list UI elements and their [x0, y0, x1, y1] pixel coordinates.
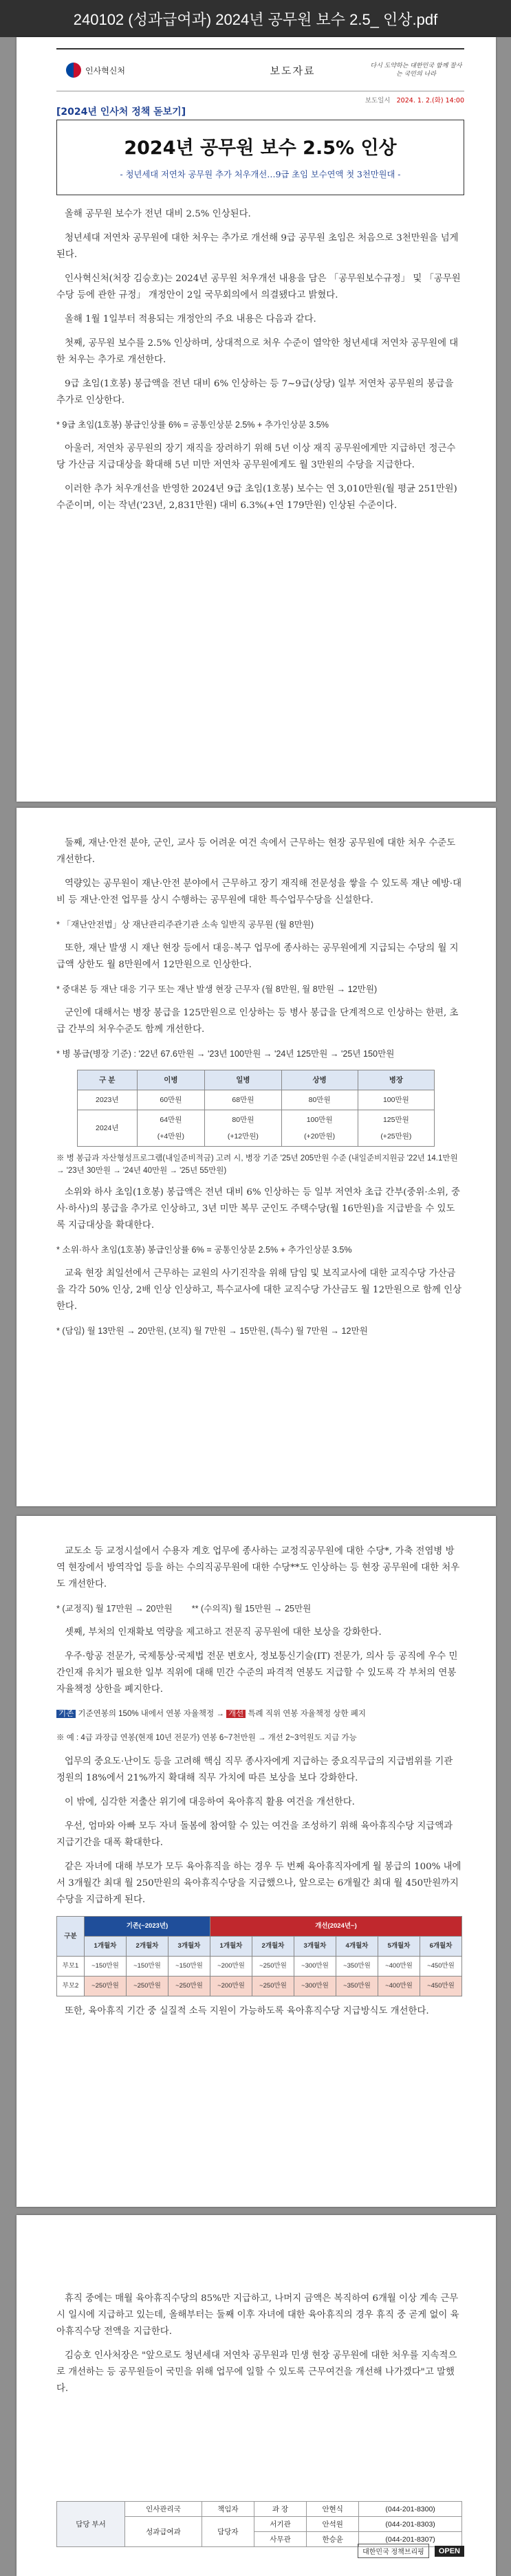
table-cell: ~250만원 [252, 1977, 294, 1996]
table-cell: 80만원 (+12만원) [205, 1110, 281, 1147]
before-header: 기존(~2023년) [84, 1917, 210, 1937]
staff-label: 담당자 [202, 2517, 254, 2547]
release-date [365, 95, 464, 104]
table-cell: 한승윤 [307, 2532, 359, 2547]
paragraph: 또한, 재난 발생 시 재난 현장 등에서 대응·복구 업무에 종사하는 공무원에게 지급되는 수당의 월 지급액 상한도 월 8만원에서 12만원으로 인상한다. [56, 943, 459, 970]
policy-briefing-logo: 대한민국 정책브리핑 [358, 2544, 429, 2558]
table-cell: (044-201-8307) [359, 2532, 462, 2547]
table-cell: ~250만원 [84, 1977, 126, 1996]
table-cell: ~400만원 [378, 1957, 420, 1977]
table-row [57, 1957, 462, 1977]
paragraph: 이 밖에, 심각한 저출산 위기에 대응하여 육아휴직 활용 여건을 개선한다. [65, 1797, 355, 1807]
table-cell: ~200만원 [210, 1977, 252, 1996]
paragraph: 교도소 등 교정시설에서 수용자 계호 업무에 종사하는 교정직공무원에 대한 수당*, 가축 전염병 방역 현장에서 방역작업 등을 하는 수의직공무원에 대한 수당**도 인상하는 등 현장 공무원에 대한 처우도 개선한다. [56, 1546, 460, 1589]
table-cell: ~400만원 [378, 1977, 420, 1996]
paragraph: 휴직 중에는 매월 육아휴직수당의 85%만 지급하고, 나머지 금액은 복직하여 6개월 이상 계속 근무 시 일시에 지급하고 있는데, 올해부터는 둘째 이후 자녀에 대한 육아휴직의 경우 휴직 중 곧게 없이 육아휴직수당 전액을 지급한다. [56, 2293, 459, 2337]
date-value: 2024. 1. 2.(화) 14:00 [396, 97, 464, 104]
page-title: 2024년 공무원 보수 2.5% 인상 [124, 137, 397, 159]
open-license-icon: OPEN [435, 2546, 464, 2557]
table-cell: ~450만원 [420, 1957, 461, 1977]
paragraph: 업무의 중요도·난이도 등을 고려해 핵심 직무 종사자에게 지급하는 중요직무급의 지급범위를 기관 정원의 18%에서 21%까지 확대해 직무 가치에 따른 보상을 보다 강화한다. [56, 1757, 453, 1783]
table-cell: 사무관 [254, 2532, 306, 2547]
table-row [78, 1090, 435, 1110]
ministry-name: 인사혁신처 [85, 65, 125, 76]
table-cell: ~150만원 [168, 1957, 210, 1977]
after-text: 특례 직위 연봉 자율책정 상한 폐지 [248, 1710, 366, 1718]
month-header: 2개월차 [252, 1937, 294, 1957]
month-header: 5개월차 [378, 1937, 420, 1957]
row-label: 부모2 [57, 1977, 85, 1996]
row-label: 부모1 [57, 1957, 85, 1977]
table-cell: 68만원 [205, 1090, 281, 1110]
table-cell: ~450만원 [420, 1977, 461, 1996]
pdf-title-bar [0, 0, 511, 37]
table-cell: ~250만원 [126, 1977, 168, 1996]
table-cell: 125만원 (+25만원) [358, 1110, 434, 1147]
paragraph: 둘째, 재난·안전 분야, 군인, 교사 등 어려운 여건 속에서 근무하는 현장 공무원에 대한 처우 수준도 개선한다. [56, 838, 456, 865]
paragraph: 역량있는 공무원이 재난·안전 분야에서 근무하고 장기 재직해 전문성을 쌓을 수 있도록 재난 예방·대비 등 재난·안전 업무를 상시 수행하는 공무원에 대한 특수업무수당을 신설한다. [56, 879, 462, 905]
paragraph: 9급 초임(1호봉) 봉급액을 전년 대비 6% 인상하는 등 7~9급(상당) 일부 저연차 공무원의 봉급을 추가로 인상한다. [56, 379, 454, 406]
ministry-logo [56, 63, 217, 78]
month-header: 3개월차 [168, 1937, 210, 1957]
table-cell: ~300만원 [294, 1977, 336, 1996]
paragraph: 우선, 엄마와 아빠 모두 자녀 돌봄에 참여할 수 있는 여건을 조성하기 위해 육아휴직수당 지급액과 지급기간을 대폭 확대한다. [56, 1821, 453, 1848]
table-cell: 서기관 [254, 2517, 306, 2532]
paragraph: 또한, 육아휴직 기간 중 실질적 소득 지원이 가능하도록 육아휴직수당 지급방식도 개선한다. [65, 2006, 429, 2016]
paragraph: 김승호 인사처장은 "앞으로도 청년세대 저연차 공무원과 민생 현장 공무원에 대한 처우를 지속적으로 개선하는 등 공무원들이 국민을 위해 업무에 일할 수 있도록 근무여건을 개선해 나가겠다"고 말했다. [56, 2351, 457, 2394]
table-cell: 64만원 (+4만원) [137, 1110, 205, 1147]
table-cell: (044-201-8303) [359, 2517, 462, 2532]
soldier-pay-table [77, 1070, 435, 1147]
table-cell: 100만원 (+20만원) [281, 1110, 358, 1147]
paragraph: 청년세대 저연차 공무원에 대한 처우는 추가로 개선해 9급 공무원 초임은 처음으로 3천만원을 넘게 된다. [56, 233, 459, 260]
page2-body [56, 835, 462, 1347]
page-3 [17, 1516, 496, 2207]
table-cell: ~150만원 [84, 1957, 126, 1977]
table-cell: ~300만원 [294, 1957, 336, 1977]
taegeuk-emblem-icon [66, 63, 81, 78]
subtitle: - 청년세대 저연차 공무원 추가 처우개선…9급 초임 보수연액 첫 3천만원대 - [120, 170, 401, 179]
after-header: 개선(2024년~) [210, 1917, 461, 1937]
table-cell: ~150만원 [126, 1957, 168, 1977]
note: * 병 봉급(병장 기준) : '22년 67.6만원 → '23년 100만원 → '24년 125만원 → '25년 150만원 [56, 1049, 395, 1059]
footer-logos [358, 2544, 464, 2558]
note: * (교정직) 월 17만원 → 20만원 ** (수의직) 월 15만원 → 25만원 [56, 1604, 312, 1614]
table-cell: 100만원 [358, 1090, 434, 1110]
government-slogan: 다시 도약하는 대한민국 함께 잘사는 국민의 나라 [370, 63, 462, 78]
table-header: 병장 [358, 1070, 434, 1090]
table-cell: ~250만원 [168, 1977, 210, 1996]
dept-org: 인사관리국 [125, 2502, 202, 2517]
month-header: 3개월차 [294, 1937, 336, 1957]
table-cell: 안현식 [307, 2502, 359, 2517]
before-badge: 기존 [56, 1710, 76, 1718]
paragraph: 셋째, 부처의 인재확보 역량을 제고하고 전문직 공무원에 대한 보상을 강화한다. [65, 1627, 382, 1638]
paragraph: 우주·항공 전문가, 국제통상·국제법 전문 변호사, 정보통신기술(IT) 전문가, 의사 등 공직에 우수 민간인재 유치가 필요한 일부 직위에 대해 민간 수준의 파격적 연봉도 지급할 수 있도록 각 부처의 연봉 자율책정 상한을 폐지한다. [56, 1651, 458, 1695]
table-row [57, 1977, 462, 1996]
month-header: 6개월차 [420, 1937, 461, 1957]
table-header: 구분 [57, 1917, 85, 1957]
table-header: 구 분 [78, 1070, 138, 1090]
table-cell: 2024년 [78, 1110, 138, 1147]
paragraph: 올해 1월 1일부터 적용되는 개정안의 주요 내용은 다음과 같다. [65, 314, 316, 324]
dept-label: 담당 부서 [57, 2502, 125, 2547]
table-cell: ~200만원 [210, 1957, 252, 1977]
page3-body [56, 1543, 462, 2027]
table-header: 이병 [137, 1070, 205, 1090]
paragraph: 군인에 대해서는 병장 봉급을 125만원으로 인상하는 등 병사 봉급을 단계적으로 인상하는 한편, 초급 간부의 처우수준도 함께 개선한다. [56, 1008, 459, 1035]
policy-tag: [2024년 인사처 정책 돋보기] [56, 107, 186, 118]
note: * (담임) 월 13만원 → 20만원, (보직) 월 7만원 → 15만원, (특수) 월 7만원 → 12만원 [56, 1326, 368, 1336]
pdf-file-name: 240102 (성과급여과) 2024년 공무원 보수 2.5_ 인상.pdf [73, 10, 438, 28]
table-header: 상병 [281, 1070, 358, 1090]
table-cell: (044-201-8300) [359, 2502, 462, 2517]
paragraph: 이러한 추가 처우개선을 반영한 2024년 9급 초임(1호봉) 보수는 연 3,010만원(월 평균 251만원) 수준이며, 이는 작년('23년, 2,831만원) 대비 6.3%(+연 179만원) 인상된 수준이다. [56, 484, 457, 511]
table-cell: ~250만원 [252, 1957, 294, 1977]
before-text: 기준연봉의 150% 내에서 연봉 자율책정 [78, 1710, 215, 1718]
table-cell: ~350만원 [336, 1977, 378, 1996]
page-2 [17, 808, 496, 1506]
note: * 「재난안전법」상 재난관리주관기관 소속 일반직 공무원 (월 8만원) [56, 920, 314, 929]
table-cell: 80만원 [281, 1090, 358, 1110]
month-header: 1개월차 [210, 1937, 252, 1957]
paragraph: 교육 현장 최일선에서 근무하는 교원의 사기진작을 위해 담임 및 보직교사에 대한 교직수당 가산금을 각각 50% 인상, 2배 인상 인상하고, 특수교사에 대한 교직수당 가산금도 월 12만원으로 함께 인상한다. [56, 1268, 462, 1312]
note: * 중대본 등 재난 대응 기구 또는 재난 발생 현장 근무자 (월 8만원, 월 8만원 → 12만원) [56, 984, 378, 994]
paragraph: 같은 자녀에 대해 부모가 모두 육아휴직을 하는 경우 두 번째 육아휴직자에게 월 봉급의 100% 내에서 3개월간 최대 월 250만원의 육아휴직수당을 지급했으나, 앞으로는 6개월간 최대 월 450만원까지 수당을 지급하게 된다. [56, 1862, 461, 1905]
table-row [57, 2502, 462, 2517]
note: * 9급 초임(1호봉) 봉급인상률 6% = 공통인상분 2.5% + 추가인상분 3.5% [56, 420, 329, 430]
salary-cap-legend: 기존 기준연봉의 150% 내에서 연봉 자율책정 → 개선 특례 직위 연봉 자율책정 상한 폐지 [56, 1706, 462, 1722]
page-1 [17, 37, 496, 802]
doc-type: 보도자료 [270, 64, 316, 77]
table-cell: 과 장 [254, 2502, 306, 2517]
month-header: 4개월차 [336, 1937, 378, 1957]
table-cell: 60만원 [137, 1090, 205, 1110]
page1-body [56, 206, 462, 522]
contact-table [56, 2501, 462, 2547]
paragraph: 아울러, 저연차 공무원의 장기 재직을 장려하기 위해 5년 이상 재직 공무원에게만 지급하던 정근수당 가산금 지급대상을 확대해 5년 미만 저연차 공무원에게도 월 3만원의 수당을 지급한다. [56, 443, 456, 470]
parental-leave-table [56, 1916, 462, 1996]
paragraph: 첫째, 공무원 보수를 2.5% 인상하며, 상대적으로 처우 수준이 열악한 청년세대 저연차 공무원에 대한 처우는 추가로 개선한다. [56, 338, 459, 365]
table-cell: 안석원 [307, 2517, 359, 2532]
table-header: 일병 [205, 1070, 281, 1090]
table-cell: 2023년 [78, 1090, 138, 1110]
dept-team: 성과급여과 [125, 2517, 202, 2547]
person-label: 책임자 [202, 2502, 254, 2517]
paragraph: 인사혁신처(처장 김승호)는 2024년 공무원 처우개선 내용을 담은 「공무원보수규정」 및 「공무원수당 등에 관한 규정」 개정안이 2일 국무회의에서 의결됐다고 밝혔다. [56, 274, 461, 300]
title-box [56, 120, 464, 195]
note: * 소위·하사 초임(1호봉) 봉급인상률 6% = 공통인상분 2.5% + 추가인상분 3.5% [56, 1245, 352, 1255]
note: ※ 예 : 4급 과장급 연봉(현재 10년 전문가) 연봉 6~7천만원 → 개선 2~3억원도 지급 가능 [56, 1734, 357, 1742]
page4-body [56, 2291, 462, 2405]
note: ※ 병 봉급과 자산형성프로그램(내일준비적금) 고려 시, 병장 기준 '25년 205만원 수준 (내일준비지원금 '22년 14.1만원 → '23년 30만원 → '24년 40만원 → '25년 55만원) [56, 1154, 458, 1175]
date-label: 보도일시 [365, 97, 391, 104]
month-header: 2개월차 [126, 1937, 168, 1957]
paragraph: 소위와 하사 초임(1호봉) 봉급액은 전년 대비 6% 인상하는 등 일부 저연차 초급 간부(중위·소위, 중사·하사)의 봉급을 추가로 인상하고, 3년 미만 복무 군인도 주택수당(월 16만원)을 지급받을 수 있도록 지급대상을 확대한다. [56, 1187, 460, 1231]
after-badge: 개선 [226, 1710, 246, 1718]
paragraph: 올해 공무원 보수가 전년 대비 2.5% 인상된다. [65, 209, 251, 219]
table-row [78, 1110, 435, 1147]
page-4 [17, 2215, 496, 2576]
month-header: 1개월차 [84, 1937, 126, 1957]
press-release-header [56, 48, 464, 91]
table-cell: ~350만원 [336, 1957, 378, 1977]
